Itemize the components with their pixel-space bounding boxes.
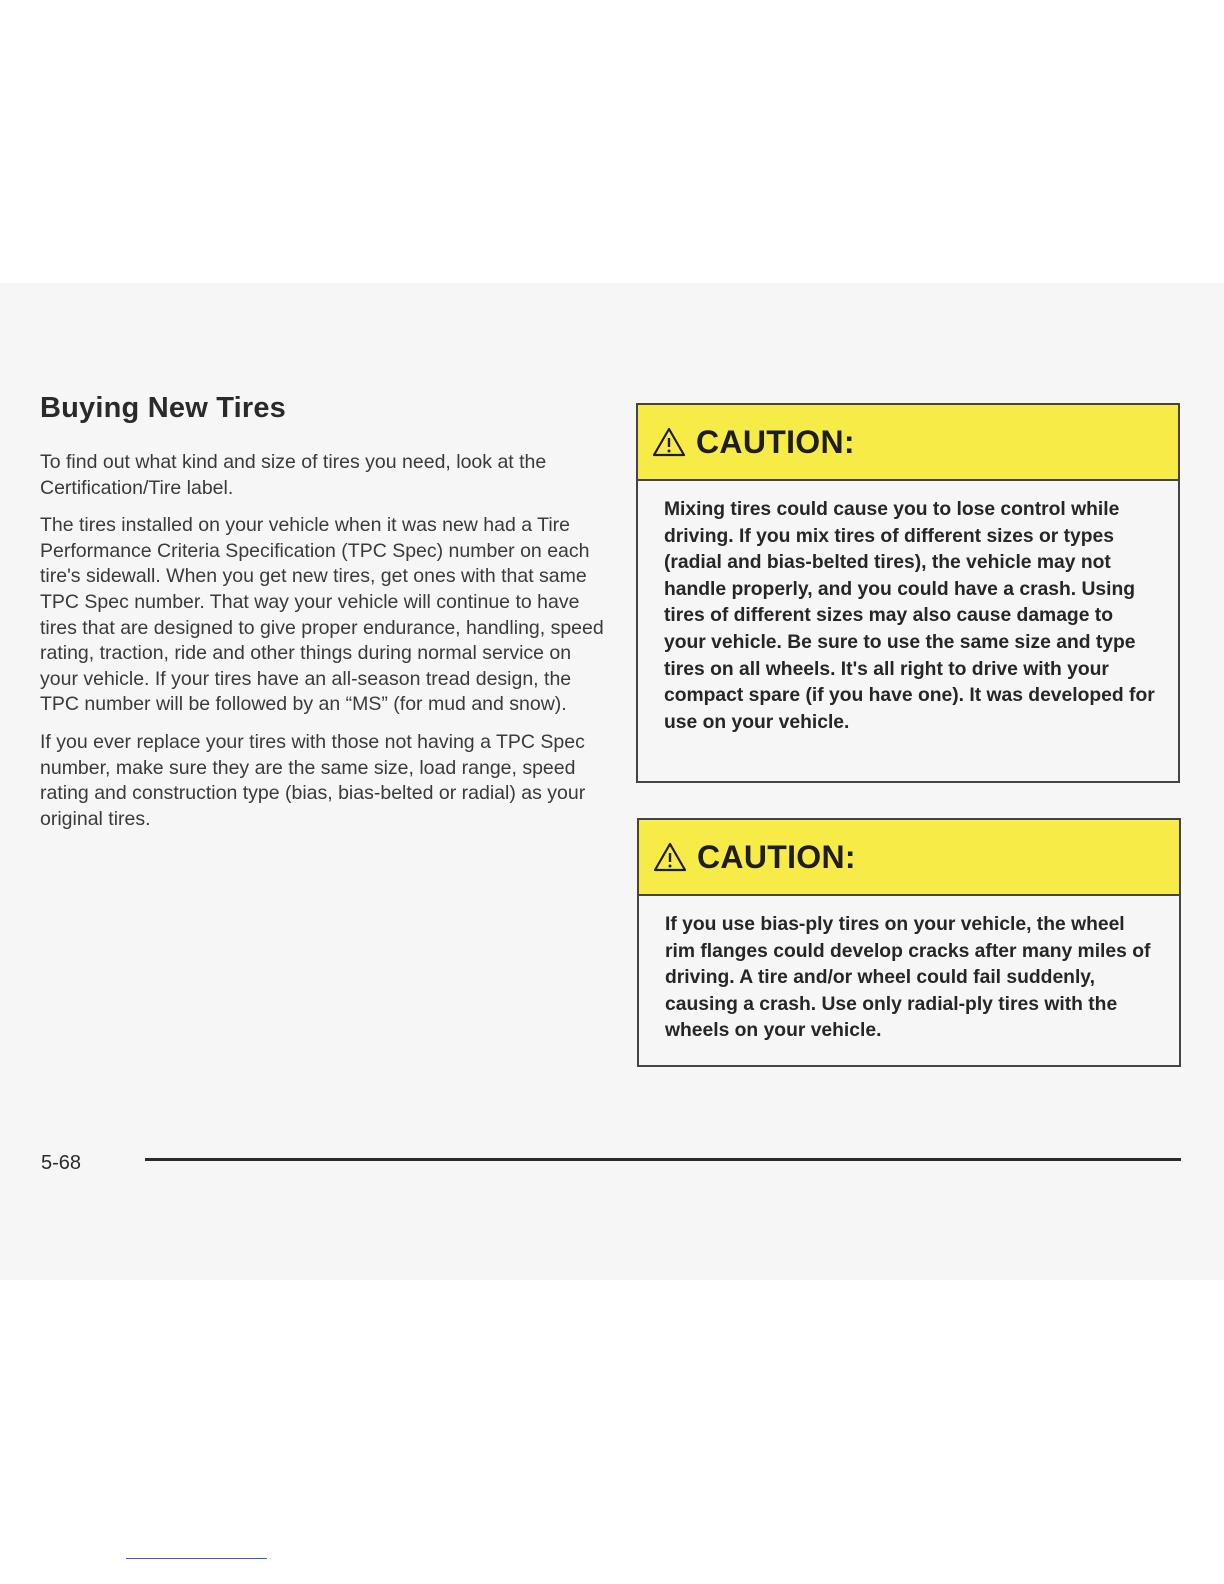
paragraph-certification-label: To find out what kind and size of tires you need, look at the Certification/Tire label. [40, 451, 547, 499]
warning-triangle-icon [652, 427, 686, 457]
footer-rule [145, 1158, 1181, 1161]
caution-text: Mixing tires could cause you to lose control while driving. If you mix tires of different sizes or types (radial and bias-belted tires), the vehicle may not handle properly, and you could have a crash. Using tires of different sizes may also cause damage to your vehicle. Be sure to use the same size and type tires on all wheels. It's all right to drive with your compact spare (if you have one). It was developed for use on your vehicle. [664, 499, 1155, 733]
body-text [40, 450, 605, 844]
section-title: Buying New Tires [40, 392, 287, 424]
paragraph-tpc-spec: The tires installed on your vehicle when it was new had a Tire Performance Criteria Specification (TPC Spec) number on each tire's sidewall. When you get new tires, get ones with that same TPC Spec number. That way your vehicle will continue to have tires that are designed to give proper endurance, handling, speed rating, traction, ride and other things during normal service on your vehicle. If your tires have an all-season tread design, the TPC number will be followed by an “MS” (for mud and snow). [40, 514, 604, 716]
caution-text: If you use bias-ply tires on your vehicle, the wheel rim flanges could develop cracks after many miles of driving. A tire and/or wheel could fail suddenly, causing a crash. Use only radial-ply tires with the wheels on your vehicle. [665, 914, 1151, 1042]
page-number: 5-68 [41, 1152, 82, 1174]
link-underline [126, 1558, 267, 1559]
caution-box-mixing-tires [636, 403, 1180, 783]
warning-triangle-icon [653, 842, 687, 872]
paragraph-replacement: If you ever replace your tires with those not having a TPC Spec number, make sure they are the same size, load range, speed rating and construction type (bias, bias-belted or radial) as your original tires. [40, 730, 586, 830]
caution-label: CAUTION: [697, 838, 856, 875]
caution-header [639, 820, 1179, 896]
caution-box-bias-ply [637, 818, 1181, 1067]
caution-header [638, 405, 1178, 481]
caution-label: CAUTION: [696, 423, 855, 460]
